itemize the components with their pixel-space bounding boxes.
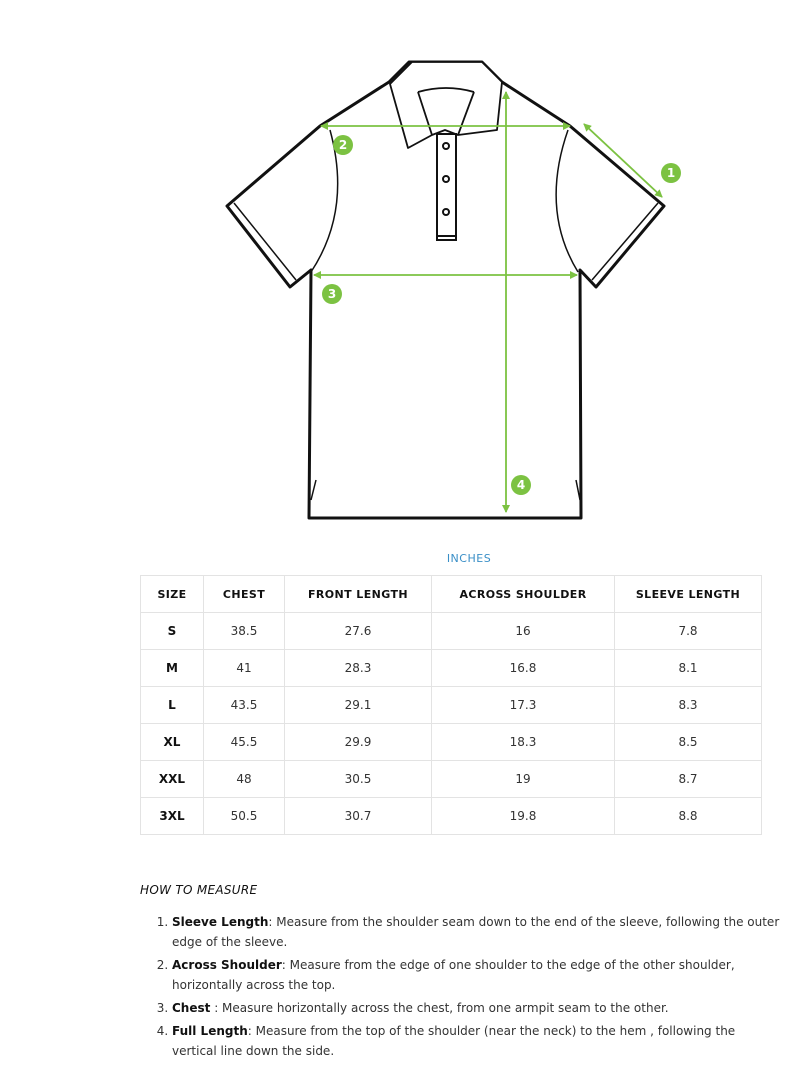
marker-1	[661, 163, 681, 183]
size-cell: S	[141, 613, 204, 650]
size-cell: 3XL	[141, 798, 204, 835]
list-item: 3. Chest : Measure horizontally across the chest, from one armpit seam to the other.	[172, 998, 782, 1018]
sleeve-length-cell: 7.8	[615, 613, 762, 650]
across-shoulder-cell: 16.8	[432, 650, 615, 687]
marker-3	[322, 284, 342, 304]
list-item: 1. Sleeve Length: Measure from the shoulder seam down to the end of the sleeve, following the outer edge of the sleeve.	[172, 912, 782, 952]
header-size: SIZE	[141, 576, 204, 613]
size-cell: L	[141, 687, 204, 724]
chest-cell: 38.5	[204, 613, 285, 650]
front-length-cell: 27.6	[285, 613, 432, 650]
step-text: Measure from the top of the shoulder (near the neck) to the hem , following the vertical line down the side.	[172, 1024, 736, 1058]
step-term: Sleeve Length	[172, 915, 269, 929]
across-shoulder-cell: 19.8	[432, 798, 615, 835]
header-sleeve-length: SLEEVE LENGTH	[615, 576, 762, 613]
list-item: 2. Across Shoulder: Measure from the edge of one shoulder to the edge of the other shoulder, horizontally across the top.	[172, 955, 782, 995]
table-header-row	[141, 576, 762, 613]
chest-cell: 41	[204, 650, 285, 687]
size-cell: M	[141, 650, 204, 687]
table-row	[141, 687, 762, 724]
svg-text:4: 4	[516, 478, 526, 492]
table-row	[141, 724, 762, 761]
table-row	[141, 650, 762, 687]
units-label: INCHES	[446, 552, 492, 565]
sleeve-length-cell: 8.1	[615, 650, 762, 687]
front-length-cell: 29.9	[285, 724, 432, 761]
table-row	[141, 798, 762, 835]
size-cell: XL	[141, 724, 204, 761]
table-row	[141, 761, 762, 798]
marker-2	[333, 135, 353, 155]
header-chest: CHEST	[204, 576, 285, 613]
svg-text:2: 2	[338, 138, 348, 152]
header-across-shoulder: ACROSS SHOULDER	[432, 576, 615, 613]
sleeve-length-cell: 8.7	[615, 761, 762, 798]
chest-cell: 50.5	[204, 798, 285, 835]
chest-cell: 48	[204, 761, 285, 798]
step-term: Chest	[172, 1001, 211, 1015]
how-to-measure-title: HOW TO MEASURE	[140, 883, 258, 897]
marker-4	[511, 475, 531, 495]
chest-cell: 43.5	[204, 687, 285, 724]
across-shoulder-cell: 17.3	[432, 687, 615, 724]
svg-text:1: 1	[666, 166, 676, 180]
placket	[437, 134, 456, 240]
polo-shirt-diagram	[0, 0, 800, 545]
svg-text:3: 3	[327, 287, 337, 301]
table-row	[141, 613, 762, 650]
front-length-cell: 30.7	[285, 798, 432, 835]
front-length-cell: 29.1	[285, 687, 432, 724]
list-item: 4. Full Length: Measure from the top of the shoulder (near the neck) to the hem , following the vertical line down the side.	[172, 1021, 782, 1061]
sleeve-length-cell: 8.5	[615, 724, 762, 761]
sleeve-length-cell: 8.3	[615, 687, 762, 724]
step-term: Across Shoulder	[172, 958, 282, 972]
across-shoulder-cell: 16	[432, 613, 615, 650]
button-2	[443, 176, 449, 182]
measure-steps-list	[140, 912, 782, 1064]
front-length-cell: 30.5	[285, 761, 432, 798]
front-length-cell: 28.3	[285, 650, 432, 687]
header-front-length: FRONT LENGTH	[285, 576, 432, 613]
step-text: Measure horizontally across the chest, from one armpit seam to the other.	[218, 1001, 669, 1015]
step-term: Full Length	[172, 1024, 248, 1038]
step-text: Measure from the shoulder seam down to the end of the sleeve, following the outer edge of the sleeve.	[172, 915, 780, 949]
size-cell: XXL	[141, 761, 204, 798]
across-shoulder-cell: 19	[432, 761, 615, 798]
chest-cell: 45.5	[204, 724, 285, 761]
button-1	[443, 143, 449, 149]
across-shoulder-cell: 18.3	[432, 724, 615, 761]
size-chart-table	[140, 575, 762, 835]
step-text: Measure from the edge of one shoulder to the edge of the other shoulder, horizontally across the top.	[172, 958, 735, 992]
sleeve-length-cell: 8.8	[615, 798, 762, 835]
button-3	[443, 209, 449, 215]
